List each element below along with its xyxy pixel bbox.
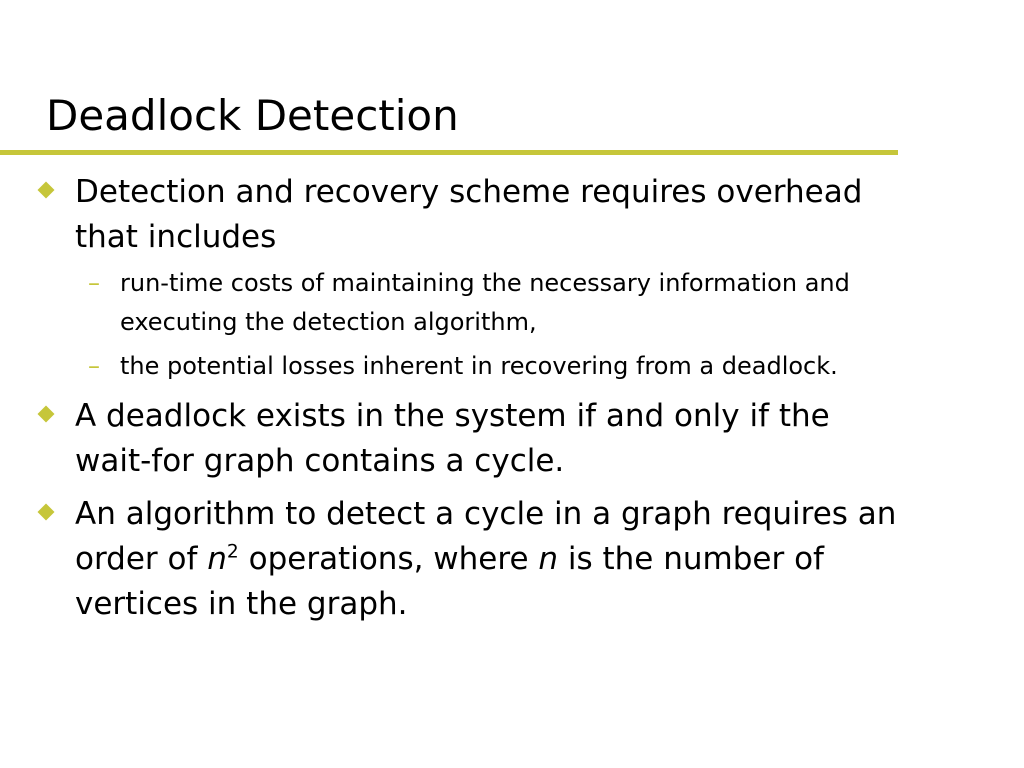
bullet-text [75, 170, 1000, 260]
text-run: operations, where [238, 541, 539, 577]
sub-item-text [120, 264, 1010, 342]
bullet-line [75, 537, 1000, 582]
bullet-line: Detection and recovery scheme requires overhead [75, 174, 863, 210]
bullet-line: An algorithm to detect a cycle in a graph requires an [75, 496, 897, 532]
bullet-text [75, 394, 1000, 484]
diamond-bullet-icon [38, 182, 55, 199]
bullet-line: wait-for graph contains a cycle. [75, 443, 565, 479]
exponent: 2 [226, 541, 239, 563]
sub-item-line: run-time costs of maintaining the necessary information and [120, 269, 850, 297]
variable-n: n [538, 541, 559, 577]
variable-n: n [207, 541, 227, 577]
text-run: is the number of [558, 541, 824, 577]
bullet-line: vertices in the graph. [75, 586, 408, 622]
dash-bullet-icon: – [88, 269, 100, 297]
diamond-bullet-icon [38, 406, 55, 423]
text-run: order of [75, 541, 208, 577]
bullet-line: A deadlock exists in the system if and only if the [75, 398, 830, 434]
title-underline [0, 150, 898, 155]
sub-item-line: executing the detection algorithm, [120, 308, 537, 336]
dash-bullet-icon: – [88, 352, 100, 380]
sub-item-text [120, 347, 1010, 386]
diamond-bullet-icon [38, 504, 55, 521]
bullet-text [75, 492, 1000, 627]
sub-item-line: the potential losses inherent in recovering from a deadlock. [120, 352, 838, 380]
bullet-line: that includes [75, 219, 277, 255]
slide-title: Deadlock Detection [46, 91, 459, 140]
